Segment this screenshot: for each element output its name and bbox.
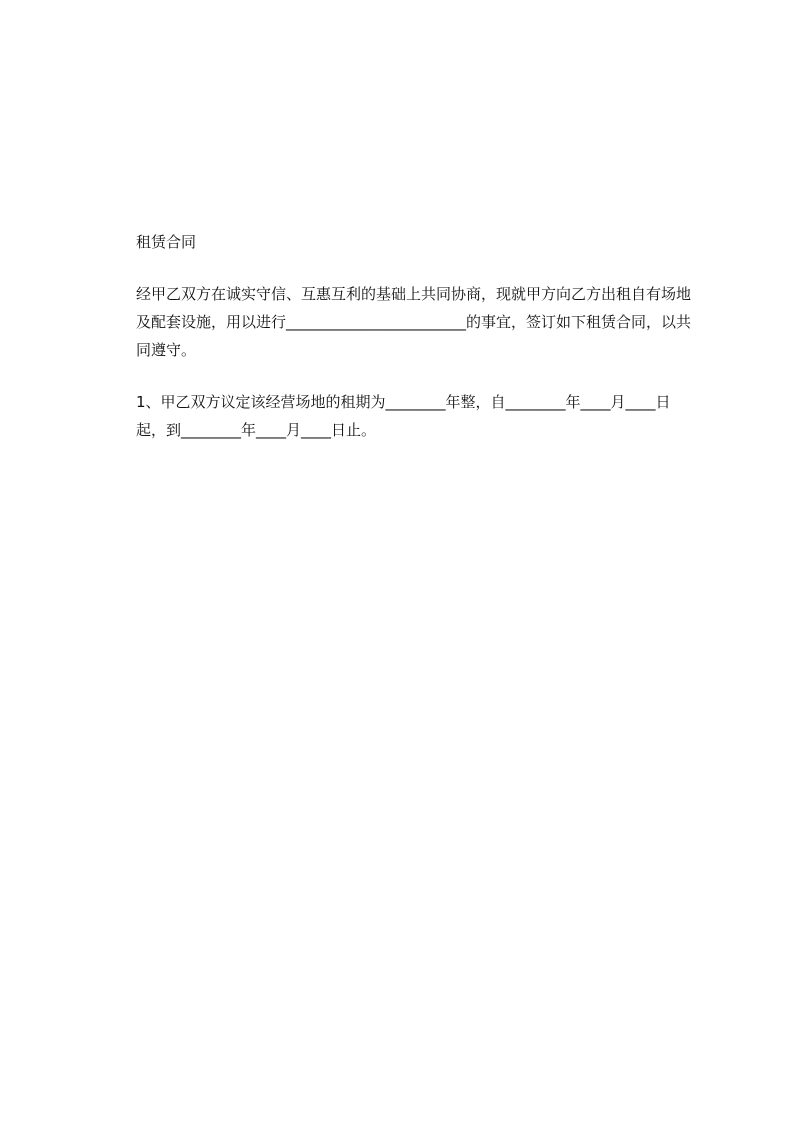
item-1: 1、甲乙双方议定该经营场地的租期为________年整，自________年____月____日起，到________年____月____日止。 bbox=[136, 393, 671, 439]
document-title: 租赁合同 bbox=[136, 233, 197, 251]
opening-paragraph: 经甲乙双方在诚实守信、互惠互利的基础上共同协商，现就甲方向乙方出租自有场地及配套设施，用以进行________________________的事宜，签订如下租赁合同，以共同遵守。 bbox=[136, 285, 692, 359]
document-page bbox=[0, 0, 793, 444]
